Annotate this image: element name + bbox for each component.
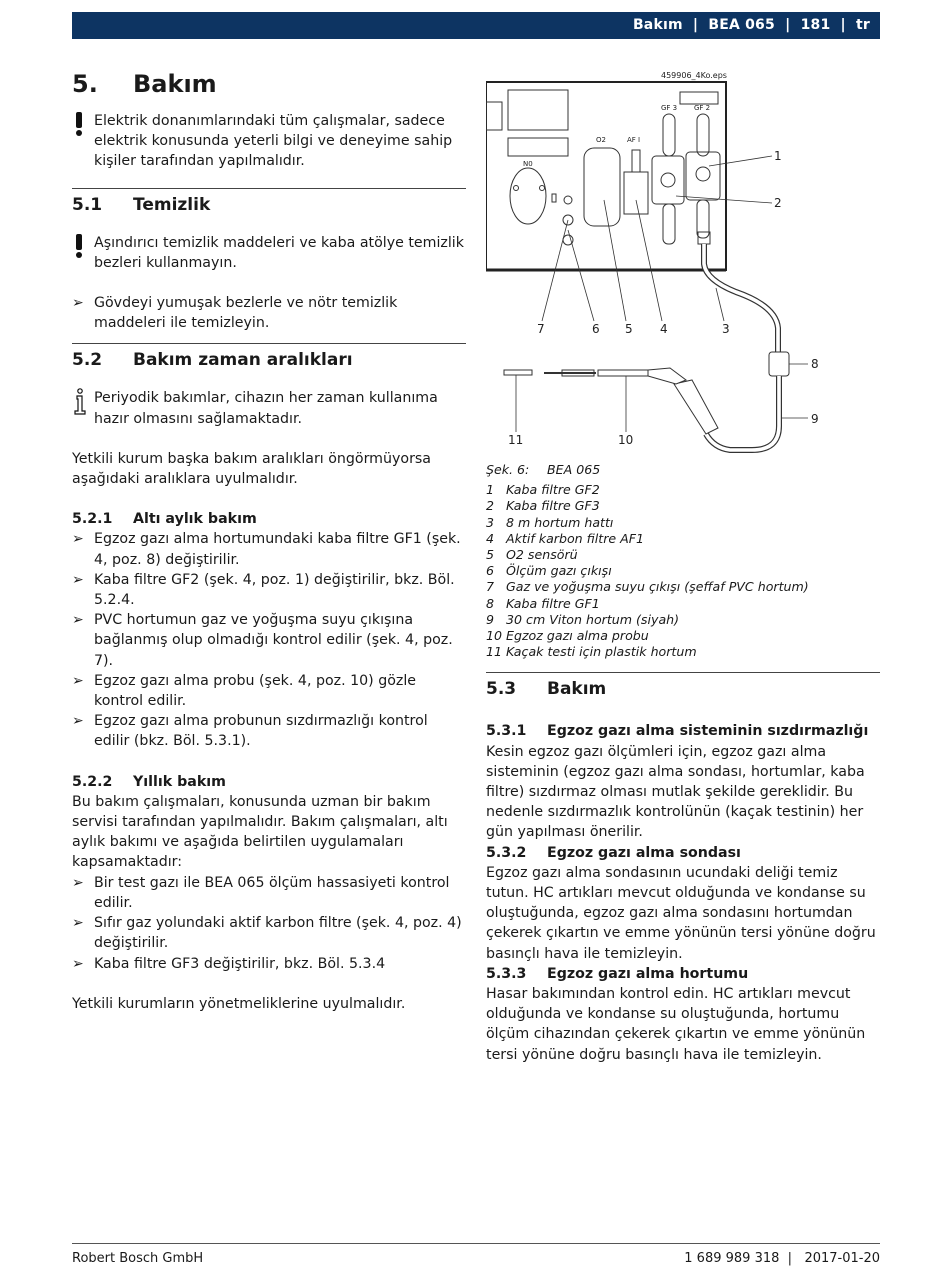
- callout-8: 8: [811, 357, 819, 371]
- list-item: [72, 570, 466, 610]
- panel-box: [680, 92, 718, 104]
- intervals-paragraph: Yetkili kurum başka bakım aralıkları öngörmüyorsa aşağıdaki aralıklara uyulmalıdır.: [72, 450, 431, 488]
- callout-7: 7: [537, 322, 545, 336]
- closing-paragraph: Yetkili kurumların yönetmeliklerine uyulmalıdır.: [72, 995, 406, 1012]
- legend-text: Kaba filtre GF3: [506, 498, 600, 514]
- legend-number: 2: [486, 498, 495, 514]
- hose-line: [704, 244, 778, 358]
- arrow-bullet-icon: ➢: [72, 713, 84, 730]
- list-item: [72, 873, 466, 913]
- probe-paragraph: Egzoz gazı alma sondasının ucundaki deliği temiz tutun. HC artıkları mevcut olduğunda ve kondanse su oluştuğunda, egzoz gazı alma sondasını hortumdan çekerek çıkartın ve emme yönünün tersi yönüne doğru basınçlı hava ile temizleyin.: [486, 864, 876, 962]
- cleaning-warning: [72, 233, 466, 273]
- list-item: [486, 498, 880, 514]
- legend-number: 4: [486, 530, 495, 546]
- section-number: 5.3.2: [486, 844, 527, 861]
- list-item: [486, 596, 880, 612]
- right-column: [486, 462, 880, 1065]
- footer-date: 2017-01-20: [804, 1251, 880, 1266]
- list-item: [486, 547, 880, 563]
- probe-head: [648, 368, 686, 384]
- n0-fitting: [510, 168, 546, 224]
- panel-box: [508, 138, 568, 156]
- footer-company: Robert Bosch GmbH: [72, 1251, 204, 1266]
- header-lang: tr: [856, 17, 870, 33]
- list-item: [72, 671, 466, 711]
- arrow-bullet-icon: ➢: [72, 874, 84, 891]
- figure-caption: [486, 462, 880, 478]
- section-title: Bakım: [547, 679, 607, 700]
- callout-2: 2: [774, 196, 782, 210]
- section-number: 5.2.2: [72, 773, 113, 790]
- arrow-bullet-icon: ➢: [72, 571, 84, 588]
- list-item: [486, 612, 880, 628]
- list-item: [486, 644, 880, 660]
- section-5-1-heading: [72, 188, 466, 217]
- legend-number: 9: [486, 611, 495, 627]
- n0-label: N0: [523, 160, 533, 168]
- chapter-warning: [72, 111, 466, 172]
- list-item-text: Gövdeyi yumuşak bezlerle ve nötr temizlik maddeleri ile temizleyin.: [94, 295, 398, 332]
- legend-number: 7: [486, 579, 495, 595]
- gf1-filter: [769, 352, 789, 376]
- gf2-tube: [697, 114, 709, 156]
- gf3-outlet: [663, 204, 675, 244]
- panel-box: [508, 90, 568, 130]
- legend-number: 5: [486, 547, 495, 563]
- plastic-hose: [504, 370, 532, 375]
- leak-tightness-paragraph: Kesin egzoz gazı ölçümleri için, egzoz gazı alma sisteminin (egzoz gazı alma sondası, hortumlar, kaba filtre) sızdırmaz olması mutlak şekilde gereklidir. Bu nedenle sızdırmazlık kontrolünün (kaçak testinin) her gün yapılması önerilir.: [486, 743, 865, 841]
- legend-number: 8: [486, 595, 495, 611]
- caption-label: Şek. 6:: [486, 462, 530, 477]
- probe-handle: [674, 380, 718, 434]
- panel-box: [486, 102, 502, 130]
- leader-line: [709, 156, 772, 166]
- arrow-bullet-icon: ➢: [72, 612, 84, 629]
- legend-number: 11: [486, 644, 503, 660]
- list-item: [486, 628, 880, 644]
- list-item: [72, 954, 466, 974]
- left-column: [72, 65, 466, 1014]
- section-number: 5.3.3: [486, 965, 527, 982]
- section-5-2-2-heading: [72, 772, 466, 792]
- list-item: [486, 515, 880, 531]
- section-title: Egzoz gazı alma sisteminin sızdırmazlığı: [547, 723, 869, 740]
- section-title: Temizlik: [133, 194, 211, 215]
- cleaning-warning-text: Aşındırıcı temizlik maddeleri ve kaba atölye temizlik bezleri kullanmayın.: [94, 234, 464, 271]
- leader-line: [636, 200, 662, 321]
- o2-sensor: [584, 148, 620, 226]
- annual-paragraph: Bu bakım çalışmaları, konusunda uzman bir bakım servisi tarafından yapılmalıdır. Bakım çalışmaları, altı aylık bakımı ve aşağıda belirtilen uygulamaları kapsamaktadır:: [72, 793, 448, 871]
- leader-line: [716, 288, 724, 321]
- header-section: Bakım: [632, 17, 683, 33]
- gf3-tube: [663, 114, 675, 156]
- hose-line-inner: [704, 244, 778, 358]
- figure-filename: 459906_4Ko.eps: [661, 71, 727, 80]
- section-5-3-heading: [486, 672, 880, 701]
- legend-text: 8 m hortum hattı: [506, 514, 614, 530]
- section-title: Bakım zaman aralıkları: [133, 350, 353, 371]
- viton-hose: [706, 376, 779, 450]
- legend-text: 30 cm Viton hortum (siyah): [506, 611, 680, 627]
- legend-text: Kaba filtre GF1: [506, 595, 600, 611]
- section-number: 5.2: [72, 350, 103, 371]
- header-text: Bakım | BEA 065 | 181 | tr: [632, 17, 870, 33]
- section-5-2-1-heading: [72, 509, 466, 529]
- gf3-cap: [661, 173, 675, 187]
- port-icon: [564, 196, 572, 204]
- legend-number: 10: [486, 628, 503, 644]
- section-5-3-3-heading: [486, 964, 880, 984]
- gf2-filter: [686, 152, 720, 200]
- header-page: 181: [800, 17, 831, 33]
- legend-number: 1: [486, 482, 495, 498]
- list-item: [486, 531, 880, 547]
- callout-11: 11: [508, 433, 524, 447]
- list-item-text: Kaba filtre GF3 değiştirilir, bkz. Böl. 5.3.4: [94, 955, 386, 972]
- chapter-heading: [72, 67, 466, 101]
- chapter-title: Bakım: [133, 70, 217, 98]
- section-title: Egzoz gazı alma sondası: [547, 844, 741, 861]
- legend-text: Gaz ve yoğuşma suyu çıkışı (şeffaf PVC hortum): [506, 579, 809, 595]
- info-note: [72, 388, 466, 428]
- afi-label: AF I: [627, 136, 641, 144]
- list-item-text: PVC hortumun gaz ve yoğuşma suyu çıkışına bağlanmış olup olmadığı kontrol edilir (şek. 4, poz. 7).: [94, 612, 453, 669]
- list-item: [72, 711, 466, 751]
- warning-icon: [72, 233, 86, 265]
- hose-paragraph: Hasar bakımından kontrol edin. HC artıkları mevcut olduğunda ve kondanse su oluştuğunda, hortumu ölçüm cihazından çekerek çıkartın ve emme yönünün tersi yönüne doğru basınçlı hava ile temizleyin.: [486, 986, 866, 1063]
- section-5-3-2-heading: [486, 843, 880, 863]
- legend-text: O2 sensörü: [506, 547, 578, 563]
- list-item: [72, 913, 466, 953]
- device-housing: [486, 82, 726, 270]
- legend-number: 3: [486, 514, 495, 530]
- list-item-text: Kaba filtre GF2 (şek. 4, poz. 1) değiştirilir, bkz. Böl. 5.2.4.: [94, 571, 455, 609]
- legend-text: Egzoz gazı alma probu: [506, 628, 649, 644]
- list-item-text: Egzoz gazı alma probu (şek. 4, poz. 10) gözle kontrol edilir.: [94, 672, 417, 710]
- footer-right: 1 689 989 318 | 2017-01-20: [684, 1251, 880, 1266]
- legend-text: Aktif karbon filtre AF1: [506, 530, 645, 546]
- list-item: [486, 579, 880, 595]
- list-item: [72, 610, 466, 671]
- legend-text: Ölçüm gazı çıkışı: [506, 563, 612, 579]
- list-item-text: Sıfır gaz yolundaki aktif karbon filtre (şek. 4, poz. 4) değiştirilir.: [94, 915, 462, 952]
- leader-line: [568, 230, 594, 321]
- list-item-text: Egzoz gazı alma probunun sızdırmazlığı kontrol edilir (bkz. Böl. 5.3.1).: [94, 713, 428, 750]
- carbon-filter-neck: [632, 150, 640, 172]
- small-connector: [552, 194, 556, 202]
- caption-title: BEA 065: [547, 462, 601, 477]
- section-5-2-heading: [72, 343, 466, 372]
- o2-label: O2: [596, 136, 606, 144]
- info-note-text: Periyodik bakımlar, cihazın her zaman kullanıma hazır olmasını sağlamaktadır.: [94, 390, 438, 427]
- arrow-bullet-icon: ➢: [72, 672, 84, 689]
- probe-spring: [598, 370, 648, 376]
- callout-4: 4: [660, 322, 668, 336]
- arrow-bullet-icon: ➢: [72, 915, 84, 932]
- chapter-number: 5.: [72, 70, 98, 98]
- warning-icon: [72, 111, 86, 143]
- carbon-filter: [624, 172, 648, 214]
- gf3-label: GF 3: [661, 104, 678, 112]
- gf2-cap: [696, 167, 710, 181]
- arrow-bullet-icon: ➢: [72, 295, 84, 312]
- device-figure: [486, 66, 836, 456]
- list-item-text: Egzoz gazı alma hortumundaki kaba filtre GF1 (şek. 4, poz. 8) değiştirilir.: [94, 531, 461, 568]
- info-icon: [72, 388, 88, 422]
- arrow-bullet-icon: ➢: [72, 955, 84, 972]
- leader-line: [604, 200, 626, 321]
- legend-number: 6: [486, 563, 495, 579]
- arrow-bullet-icon: ➢: [72, 531, 84, 548]
- header-bar: [72, 12, 880, 39]
- callout-3: 3: [722, 322, 730, 336]
- section-number: 5.1: [72, 194, 103, 215]
- callout-6: 6: [592, 322, 600, 336]
- screw-icon: [540, 186, 545, 191]
- section-5-3-1-heading: [486, 721, 880, 741]
- callout-1: 1: [774, 149, 782, 163]
- list-item: [486, 563, 880, 579]
- list-item: [72, 293, 466, 333]
- screw-icon: [514, 186, 519, 191]
- gf2-label: GF 2: [694, 104, 711, 112]
- callout-5: 5: [625, 322, 633, 336]
- header-product: BEA 065: [708, 17, 775, 33]
- list-item: [486, 482, 880, 498]
- section-number: 5.2.1: [72, 511, 113, 528]
- footer-docnum: 1 689 989 318: [684, 1251, 780, 1266]
- section-title: Egzoz gazı alma hortumu: [547, 965, 749, 982]
- list-item: [72, 529, 466, 569]
- callout-9: 9: [811, 412, 819, 426]
- section-number: 5.3: [486, 679, 517, 700]
- footer-rule: [72, 1243, 880, 1244]
- gf3-filter: [652, 156, 684, 204]
- legend-text: Kaba filtre GF2: [506, 482, 600, 498]
- legend-text: Kaçak testi için plastik hortum: [506, 644, 697, 660]
- list-item-text: Bir test gazı ile BEA 065 ölçüm hassasiyeti kontrol edilir.: [94, 874, 450, 911]
- viton-hose-inner: [706, 376, 779, 450]
- section-title: Altı aylık bakım: [133, 511, 257, 528]
- callout-10: 10: [618, 433, 634, 447]
- section-number: 5.3.1: [486, 723, 527, 740]
- section-title: Yıllık bakım: [133, 773, 226, 790]
- chapter-warning-text: Elektrik donanımlarındaki tüm çalışmalar, sadece elektrik konusunda yeterli bilgi ve deneyime sahip kişiler tarafından yapılmalıdır.: [94, 113, 453, 170]
